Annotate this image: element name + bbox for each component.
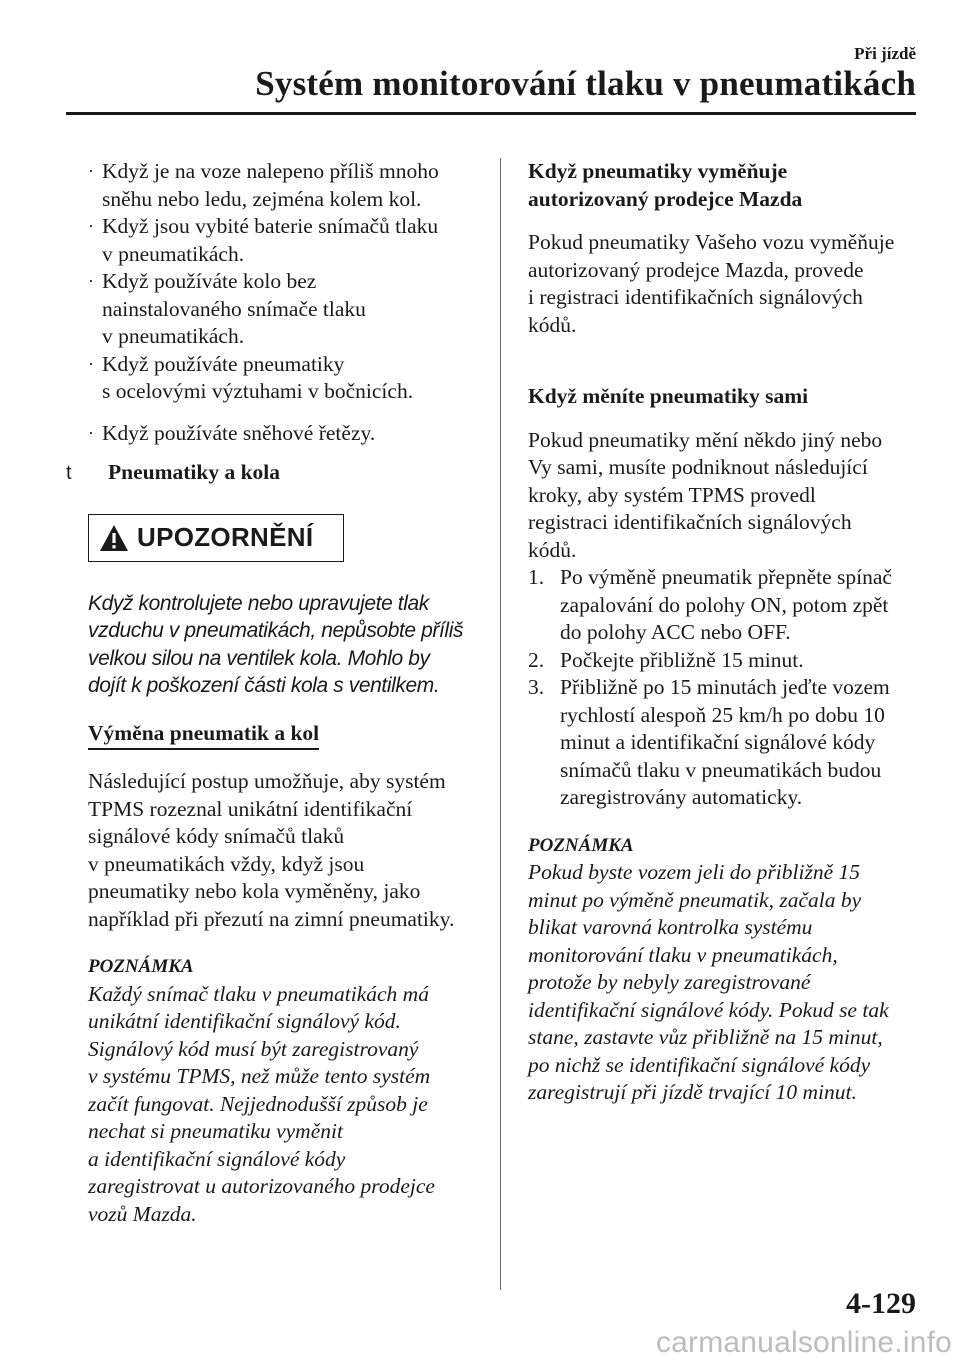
step-number: 3.	[528, 675, 545, 699]
step-list	[528, 564, 920, 812]
left-column	[66, 158, 480, 1228]
caution-text: Když kontrolujete nebo upravujete tlak vzduchu v pneumatikách, nepůsobte příliš velkou silou na ventilek kola. Mohlo by dojít k poškození části kola s ventilkem.	[88, 591, 464, 697]
right-column	[528, 158, 920, 1107]
list-item: 3. Přibližně po 15 minutách jeďte vozem rychlostí alespoň 25 km/h po dobu 10 minut a identifikační signálové kódy snímačů tlaku v pneumatikách budou zaregistrovány automaticky.	[528, 675, 890, 809]
dealer-heading: Když pneumatiky vyměňuje autorizovaný prodejce Mazda	[528, 159, 803, 211]
chapter-name: Při jízdě	[854, 44, 916, 63]
page-title: Systém monitorování tlaku v pneumatikách	[255, 64, 916, 103]
condition-list	[88, 158, 480, 447]
bullet-icon: ·	[88, 422, 94, 443]
subheading: Výměna pneumatik a kol	[88, 720, 319, 751]
step-number: 2.	[528, 647, 545, 672]
warning-triangle-icon	[99, 524, 129, 552]
list-item: · Když používáte sněhové řetězy.	[88, 420, 480, 448]
caution-box	[88, 514, 344, 562]
bullet-icon: ·	[88, 271, 94, 291]
bullet-icon: ·	[88, 353, 94, 374]
section-mark-icon: t	[66, 462, 72, 484]
note-text: Každý snímač tlaku v pneumatikách má unikátní identifikační signálový kód. Signálový kód musí být zaregistrovaný v systému TPMS, než může tento systém začít fungovat. Nejjednodušší způsob je nechat si pneumatiku vyměnit a identifikační signálové kódy zaregistrovat u autorizovaného prodejce vozů Mazda.	[88, 981, 435, 1226]
caution-title: UPOZORNĚNÍ	[137, 521, 314, 552]
footer-watermark: carmanualsonline.info	[655, 1326, 952, 1359]
note-label: POZNÁMKA	[528, 834, 634, 856]
list-item: · Když používáte pneumatiky s ocelovými výztuhami v bočnicích.	[88, 351, 414, 403]
section-title: Pneumatiky a kola	[108, 460, 281, 484]
note-label: POZNÁMKA	[88, 956, 194, 977]
self-change-heading: Když měníte pneumatiky sami	[528, 384, 809, 408]
list-item: · Když je na voze nalepeno příliš mnoho sněhu nebo ledu, zejména kolem kol.	[88, 159, 439, 211]
note-text: Pokud byste vozem jeli do přibližně 15 minut po výměně pneumatik, začala by blikat varovná kontrolka systému monitorování tlaku v pneumatikách, protože by nebyly zaregistrované identifikační signálové kódy. Pokud se tak stane, zastavte vůz přibližně na 15 minut, po nichž se identifikační signálové kódy zaregistrují při jízdě trvající 10 minut.	[528, 860, 889, 1104]
column-divider	[500, 158, 501, 1290]
list-item: · Když jsou vybité baterie snímačů tlaku v pneumatikách.	[88, 214, 439, 266]
list-item: 1. Po výměně pneumatik přepněte spínač zapalování do polohy ON, potom zpět do polohy ACC nebo OFF.	[528, 565, 892, 644]
page-header	[0, 0, 960, 115]
list-item: · Když používáte kolo bez nainstalovaného snímače tlaku v pneumatikách.	[88, 269, 366, 348]
bullet-icon: ·	[88, 216, 94, 236]
section-heading	[66, 459, 480, 488]
self-change-paragraph: Pokud pneumatiky mění někdo jiný nebo Vy sami, musíte podniknout následující kroky, aby systém TPMS provedl registraci identifikačních signálových kódů.	[528, 427, 883, 562]
page-number: 4-129	[846, 1287, 916, 1320]
header-rule	[66, 112, 916, 115]
list-item: 2. Počkejte přibližně 15 minut.	[528, 647, 920, 675]
step-number: 1.	[528, 565, 545, 589]
procedure-paragraph: Následující postup umožňuje, aby systém TPMS rozeznal unikátní identifikační signálové kódy snímačů tlaků v pneumatikách vždy, když jsou pneumatiky nebo kola vyměněny, jako například při přezutí na zimní pneumatiky.	[88, 769, 455, 931]
dealer-paragraph: Pokud pneumatiky Vašeho vozu vyměňuje autorizovaný prodejce Mazda, provede i registraci identifikačních signálových kódů.	[528, 230, 895, 337]
bullet-icon: ·	[88, 161, 94, 181]
